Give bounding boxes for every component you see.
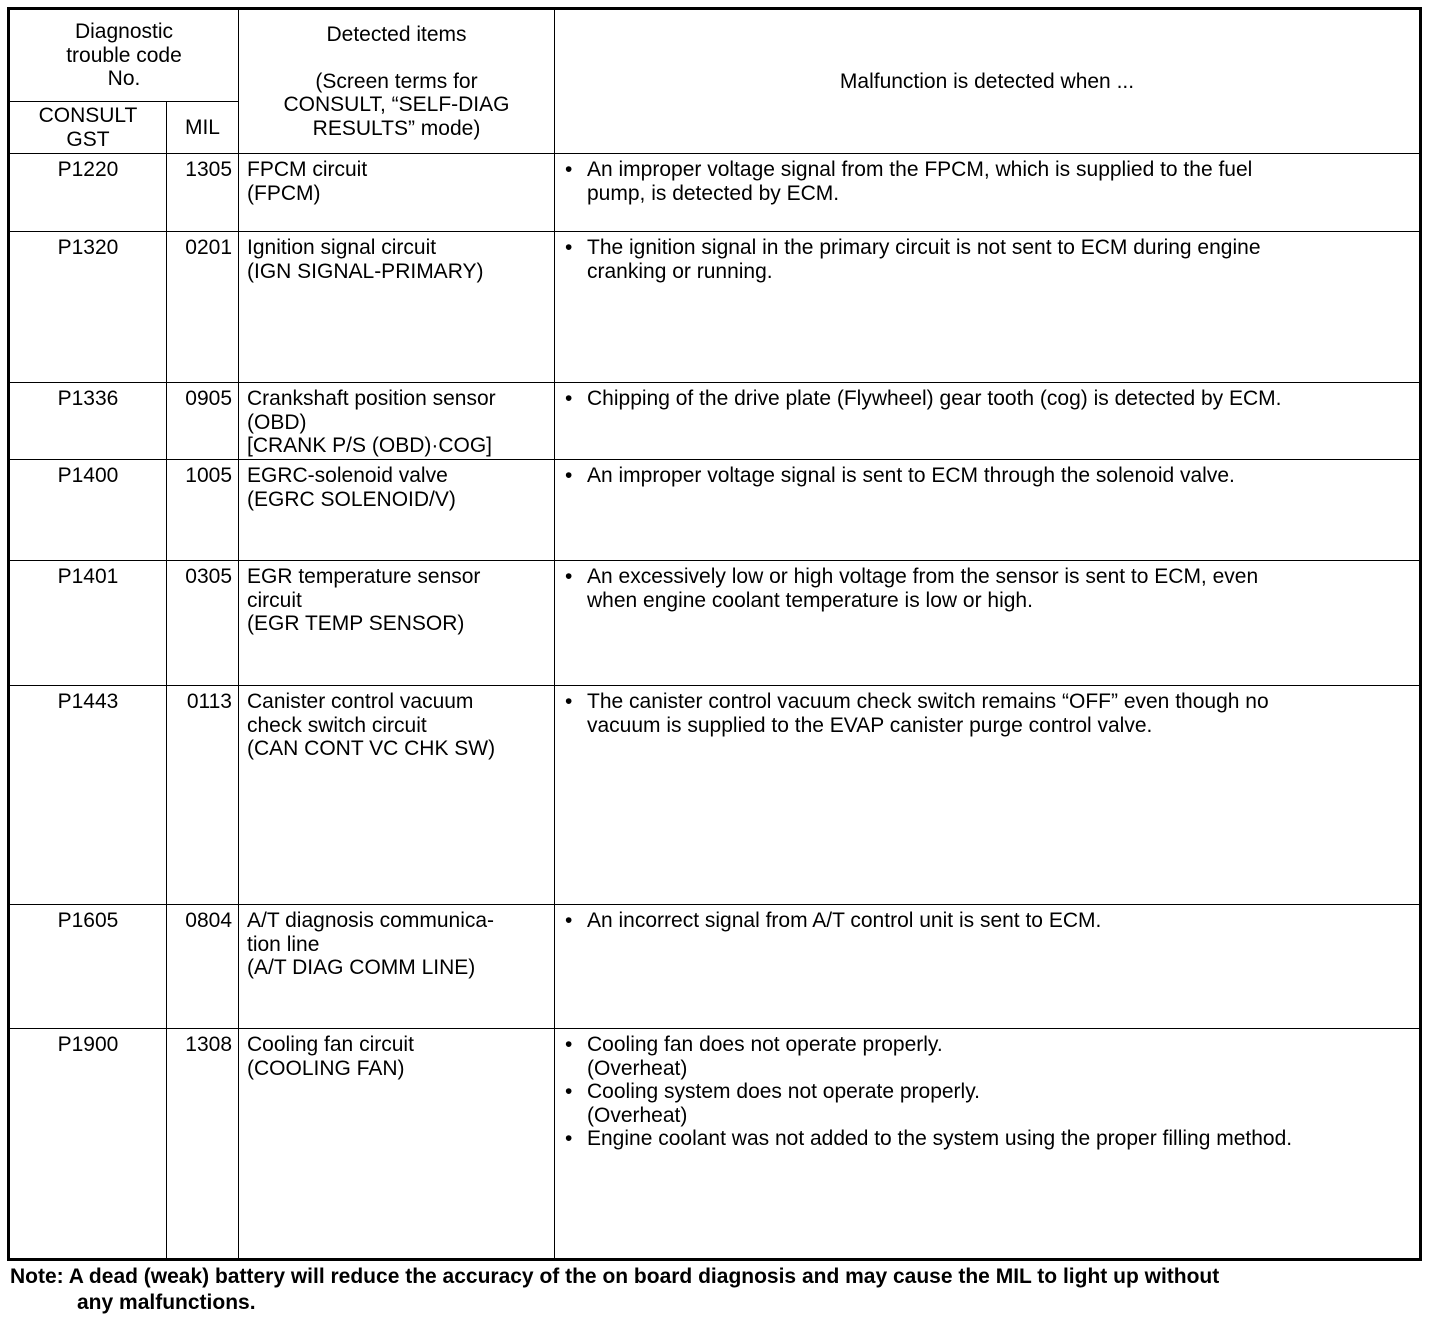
- header-detected-items: [239, 9, 555, 154]
- detected-line: Crankshaft position sensor: [247, 387, 496, 410]
- malfunction-line: Engine coolant was not added to the system using the proper filling method.: [587, 1127, 1293, 1150]
- detected-item: [239, 154, 555, 232]
- mil-code: 0201: [167, 232, 239, 383]
- malfunction-line: (Overheat): [587, 1056, 688, 1080]
- dtc-code: P1400: [9, 460, 167, 561]
- malfunction-bullet: [565, 909, 1413, 933]
- header-text-line: RESULTS” mode): [312, 116, 481, 140]
- header-row-1: [9, 9, 1421, 102]
- dtc-code: P1220: [9, 154, 167, 232]
- detected-line: tion line: [247, 932, 320, 956]
- malfunction-bullet: [565, 1033, 1413, 1080]
- detected-item: [239, 905, 555, 1029]
- table-row: [9, 905, 1421, 1029]
- malfunction-line: when engine coolant temperature is low or high.: [587, 588, 1033, 612]
- detected-line: A/T diagnosis communica-: [247, 909, 495, 932]
- table-row: [9, 460, 1421, 561]
- malfunction-cell: [555, 686, 1421, 905]
- malfunction-bullet: [565, 464, 1413, 488]
- detected-line: FPCM circuit: [247, 158, 368, 181]
- table-row: [9, 154, 1421, 232]
- bullet-icon: •: [565, 1033, 573, 1056]
- detected-item: [239, 686, 555, 905]
- bullet-icon: •: [565, 464, 573, 487]
- bullet-icon: •: [565, 236, 573, 259]
- detected-line: (EGRC SOLENOID/V): [247, 487, 456, 511]
- malfunction-cell: [555, 905, 1421, 1029]
- table-row: [9, 383, 1421, 460]
- malfunction-line: The canister control vacuum check switch remains “OFF” even though no: [587, 690, 1269, 713]
- note-line: Note: A dead (weak) battery will reduce the accuracy of the on board diagnosis and may cause the MIL to light up without: [10, 1265, 1220, 1288]
- table-row: [9, 232, 1421, 383]
- table-row: [9, 1029, 1421, 1260]
- detected-line: Cooling fan circuit: [247, 1033, 414, 1056]
- malfunction-line: An incorrect signal from A/T control unit is sent to ECM.: [587, 909, 1102, 932]
- bullet-icon: •: [565, 565, 573, 588]
- malfunction-cell: [555, 460, 1421, 561]
- table-row: [9, 686, 1421, 905]
- detected-line: (CAN CONT VC CHK SW): [247, 737, 496, 760]
- malfunction-line: An improper voltage signal from the FPCM, which is supplied to the fuel: [587, 158, 1253, 181]
- detected-item: [239, 383, 555, 460]
- dtc-code: P1605: [9, 905, 167, 1029]
- malfunction-cell: [555, 232, 1421, 383]
- header-malfunction: [555, 9, 1421, 154]
- header-text-line: No.: [107, 67, 141, 91]
- battery-note: [10, 1264, 1430, 1316]
- detected-line: (OBD): [247, 410, 307, 434]
- malfunction-line: Cooling fan does not operate properly.: [587, 1033, 943, 1056]
- header-consult-gst: [9, 102, 167, 154]
- malfunction-cell: [555, 1029, 1421, 1260]
- header-text-line: Diagnostic: [74, 20, 174, 44]
- detected-line: EGR temperature sensor: [247, 565, 481, 588]
- detected-line: circuit: [247, 588, 302, 612]
- malfunction-bullet: [565, 236, 1413, 283]
- bullet-icon: •: [565, 690, 573, 713]
- dtc-code: P1401: [9, 561, 167, 686]
- detected-item: [239, 460, 555, 561]
- detected-line: (A/T DIAG COMM LINE): [247, 956, 476, 979]
- table-row: [9, 561, 1421, 686]
- mil-code: 0905: [167, 383, 239, 460]
- header-text-line: Detected items: [326, 23, 467, 46]
- malfunction-line: cranking or running.: [587, 259, 773, 283]
- dtc-code: P1443: [9, 686, 167, 905]
- header-text-line: GST: [66, 127, 110, 151]
- note-line: any malfunctions.: [77, 1291, 256, 1314]
- detected-item: [239, 232, 555, 383]
- malfunction-cell: [555, 561, 1421, 686]
- detected-line: check switch circuit: [247, 713, 427, 737]
- header-text-line: CONSULT: [38, 104, 138, 127]
- detected-line: [CRANK P/S (OBD)·COG]: [247, 434, 493, 457]
- detected-line: EGRC-solenoid valve: [247, 464, 448, 487]
- mil-code: 0305: [167, 561, 239, 686]
- bullet-icon: •: [565, 387, 573, 410]
- detected-item: [239, 1029, 555, 1260]
- dtc-table: [7, 7, 1422, 1261]
- malfunction-line: vacuum is supplied to the EVAP canister purge control valve.: [587, 713, 1153, 737]
- header-mil: [167, 102, 239, 154]
- detected-line: (IGN SIGNAL-PRIMARY): [247, 259, 484, 283]
- header-text-line: CONSULT, “SELF-DIAG: [283, 93, 510, 116]
- detected-line: Ignition signal circuit: [247, 236, 437, 259]
- malfunction-line: An improper voltage signal is sent to ECM through the solenoid valve.: [587, 464, 1235, 487]
- malfunction-line: Cooling system does not operate properly.: [587, 1080, 980, 1103]
- header-dtc-group: [9, 9, 239, 102]
- detected-line: Canister control vacuum: [247, 690, 474, 713]
- malfunction-line: (Overheat): [587, 1103, 688, 1127]
- bullet-icon: •: [565, 1127, 573, 1150]
- bullet-icon: •: [565, 909, 573, 932]
- bullet-icon: •: [565, 158, 573, 181]
- malfunction-cell: [555, 383, 1421, 460]
- mil-code: 1308: [167, 1029, 239, 1260]
- malfunction-bullet: [565, 1080, 1413, 1127]
- header-spacer: [239, 47, 554, 70]
- detected-line: (COOLING FAN): [247, 1056, 405, 1080]
- header-text-line: (Screen terms for: [315, 69, 478, 93]
- header-text-line: Malfunction is detected when ...: [839, 69, 1135, 93]
- mil-code: 1305: [167, 154, 239, 232]
- mil-code: 0804: [167, 905, 239, 1029]
- detected-item: [239, 561, 555, 686]
- mil-code: 1005: [167, 460, 239, 561]
- malfunction-bullet: [565, 690, 1413, 737]
- dtc-code: P1320: [9, 232, 167, 383]
- malfunction-line: pump, is detected by ECM.: [587, 181, 840, 205]
- header-text-line: trouble code: [66, 43, 182, 67]
- malfunction-line: An excessively low or high voltage from the sensor is sent to ECM, even: [587, 565, 1259, 588]
- malfunction-line: The ignition signal in the primary circuit is not sent to ECM during engine: [587, 236, 1261, 259]
- malfunction-line: Chipping of the drive plate (Flywheel) gear tooth (cog) is detected by ECM.: [587, 387, 1282, 410]
- mil-code: 0113: [167, 686, 239, 905]
- malfunction-bullet: [565, 158, 1413, 205]
- malfunction-bullet: [565, 1127, 1413, 1151]
- malfunction-bullet: [565, 565, 1413, 612]
- detected-line: (FPCM): [247, 181, 321, 205]
- dtc-code: P1336: [9, 383, 167, 460]
- bullet-icon: •: [565, 1080, 573, 1103]
- malfunction-cell: [555, 154, 1421, 232]
- detected-line: (EGR TEMP SENSOR): [247, 612, 465, 635]
- dtc-code: P1900: [9, 1029, 167, 1260]
- malfunction-bullet: [565, 387, 1413, 411]
- header-text-line: MIL: [184, 115, 220, 139]
